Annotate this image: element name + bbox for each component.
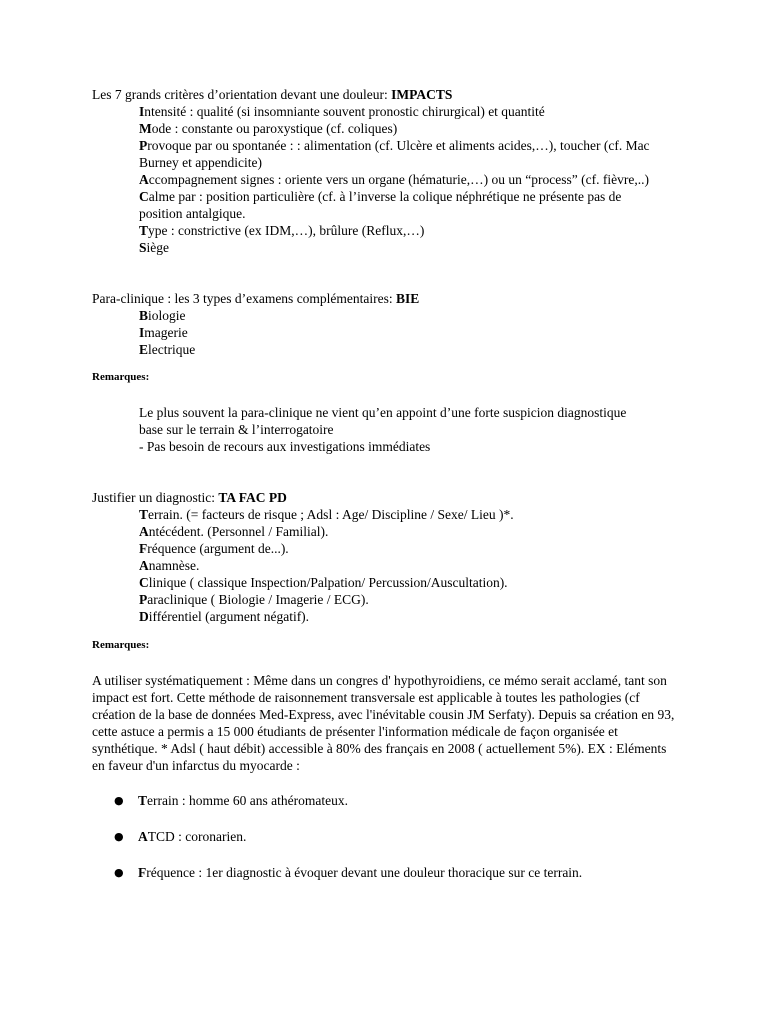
spacer (92, 386, 682, 404)
criterion-text: iège (146, 240, 170, 255)
criterion-initial: C (139, 189, 149, 204)
section-impacts (92, 86, 682, 256)
bullet-text: réquence : 1er diagnostic à évoquer devant une douleur thoracique sur ce terrain. (146, 865, 583, 880)
criterion-text: ccompagnement signes : oriente vers un organe (hématurie,…) ou un “process” (cf. fièvre,..) (148, 172, 649, 187)
criterion-item (139, 137, 651, 171)
spacer (92, 256, 682, 290)
criterion-text: rovoque par ou spontanée : : alimentation (cf. Ulcère et aliments acides,…), toucher (cf. Mac Burney et appendicite) (139, 138, 650, 170)
diagnostic-item (139, 574, 651, 591)
spacer (92, 774, 682, 792)
diagnostic-text: namnèse. (148, 558, 200, 573)
diagnostic-item (139, 557, 651, 574)
spacer (92, 455, 682, 489)
diagnostic-text: linique ( classique Inspection/Palpation/ Percussion/Auscultation). (148, 575, 508, 590)
exam-item (139, 324, 651, 341)
criterion-item (139, 171, 651, 188)
section-tafacpd (92, 489, 682, 881)
exam-item (139, 341, 651, 358)
exam-initial: B (139, 308, 149, 323)
section-heading-bie (92, 290, 682, 307)
heading-acronym: IMPACTS (391, 87, 453, 102)
diagnostic-item (139, 608, 651, 625)
heading-text: Les 7 grands critères d’orientation devant une douleur: (92, 87, 392, 102)
diagnostic-item (139, 591, 651, 608)
document-page (92, 86, 682, 881)
heading-acronym: TA FAC PD (218, 490, 287, 505)
criterion-initial: P (139, 138, 148, 153)
criterion-item (139, 188, 651, 222)
remarks-label: Remarques: (92, 639, 150, 651)
spacer (92, 654, 682, 672)
diagnostic-text: réquence (argument de...). (147, 541, 289, 556)
spacer (92, 625, 682, 637)
criterion-initial: M (139, 121, 152, 136)
criteria-list (92, 103, 651, 256)
criterion-text: ype : constrictive (ex IDM,…), brûlure (Reflux,…) (148, 223, 425, 238)
heading-text: Para-clinique : les 3 types d’examens complémentaires: (92, 291, 397, 306)
diagnostic-item (139, 523, 651, 540)
criterion-text: ode : constante ou paroxystique (cf. coliques) (151, 121, 398, 136)
diagnostic-initial: A (139, 558, 149, 573)
heading-text: Justifier un diagnostic: (92, 490, 219, 505)
spacer (92, 358, 682, 369)
diagnostic-list (92, 506, 651, 625)
criterion-item (139, 222, 651, 239)
bullet-initial: T (138, 793, 148, 808)
example-bullet-list (92, 792, 682, 881)
bullet-icon: ● (114, 830, 124, 843)
exam-text: magerie (144, 325, 188, 340)
exam-list (92, 307, 651, 358)
diagnostic-text: ntécédent. (Personnel / Familial). (148, 524, 329, 539)
diagnostic-initial: T (139, 507, 149, 522)
criterion-initial: I (139, 104, 145, 119)
exam-initial: I (139, 325, 145, 340)
diagnostic-item (139, 540, 651, 557)
bullet-item (92, 792, 682, 809)
bullet-initial: F (138, 865, 147, 880)
criterion-text: alme par : position particulière (cf. à l’inverse la colique néphrétique ne présente pas de position antalgique. (139, 189, 622, 221)
criterion-initial: A (139, 172, 149, 187)
exam-item (139, 307, 651, 324)
heading-acronym: BIE (396, 291, 420, 306)
criterion-text: ntensité : qualité (si insomniante souvent pronostic chirurgical) et quantité (144, 104, 545, 119)
diagnostic-text: araclinique ( Biologie / Imagerie / ECG). (147, 592, 369, 607)
criterion-item (139, 103, 651, 120)
bullet-initial: A (138, 829, 148, 844)
criterion-item (139, 120, 651, 137)
exam-text: lectrique (148, 342, 196, 357)
remarks-paragraph: A utiliser systématiquement : Même dans un congres d' hypothyroidiens, ce mémo serait acclamé, tant son impact est fort. Cette méthode de raisonnement transversale est applicable à toutes les pathologies (cf création de la base de données Med-Express, avec l'inévitable cousin JM Serfaty). Depuis sa création en 93, cette astuce a permis a 15 000 étudiants de présenter l'information médicale de façon organisée et synthétique. * Adsl ( haut débit) accessible à 80% des français en 2008 ( actuellement 5%). EX : Eléments en faveur d'un infarctus du myocarde : (92, 673, 675, 773)
diagnostic-initial: D (139, 609, 149, 624)
remarks-text (92, 404, 651, 455)
exam-initial: E (139, 342, 149, 357)
bullet-icon: ● (114, 794, 124, 807)
section-heading-tafacpd (92, 489, 682, 506)
section-bie (92, 290, 682, 455)
exam-text: iologie (148, 308, 186, 323)
diagnostic-initial: A (139, 524, 149, 539)
criterion-initial: T (139, 223, 149, 238)
criterion-item (139, 239, 651, 256)
remark-line: Le plus souvent la para-clinique ne vient qu’en appoint d’une forte suspicion diagnostique base sur le terrain & l’interrogatoire (139, 405, 627, 437)
bullet-item (92, 828, 682, 845)
bullet-text: errain : homme 60 ans athéromateux. (147, 793, 348, 808)
diagnostic-initial: F (139, 541, 148, 556)
diagnostic-item (139, 506, 651, 523)
diagnostic-initial: P (139, 592, 148, 607)
bullet-text: TCD : coronarien. (147, 829, 247, 844)
remark-line: - Pas besoin de recours aux investigations immédiates (139, 439, 431, 454)
diagnostic-initial: C (139, 575, 149, 590)
remarks-label: Remarques: (92, 371, 150, 383)
bullet-item (92, 864, 682, 881)
criterion-initial: S (139, 240, 147, 255)
section-heading-impacts (92, 86, 682, 103)
bullet-icon: ● (114, 866, 124, 879)
diagnostic-text: errain. (= facteurs de risque ; Adsl : Age/ Discipline / Sexe/ Lieu )*. (148, 507, 514, 522)
diagnostic-text: ifférentiel (argument négatif). (148, 609, 310, 624)
